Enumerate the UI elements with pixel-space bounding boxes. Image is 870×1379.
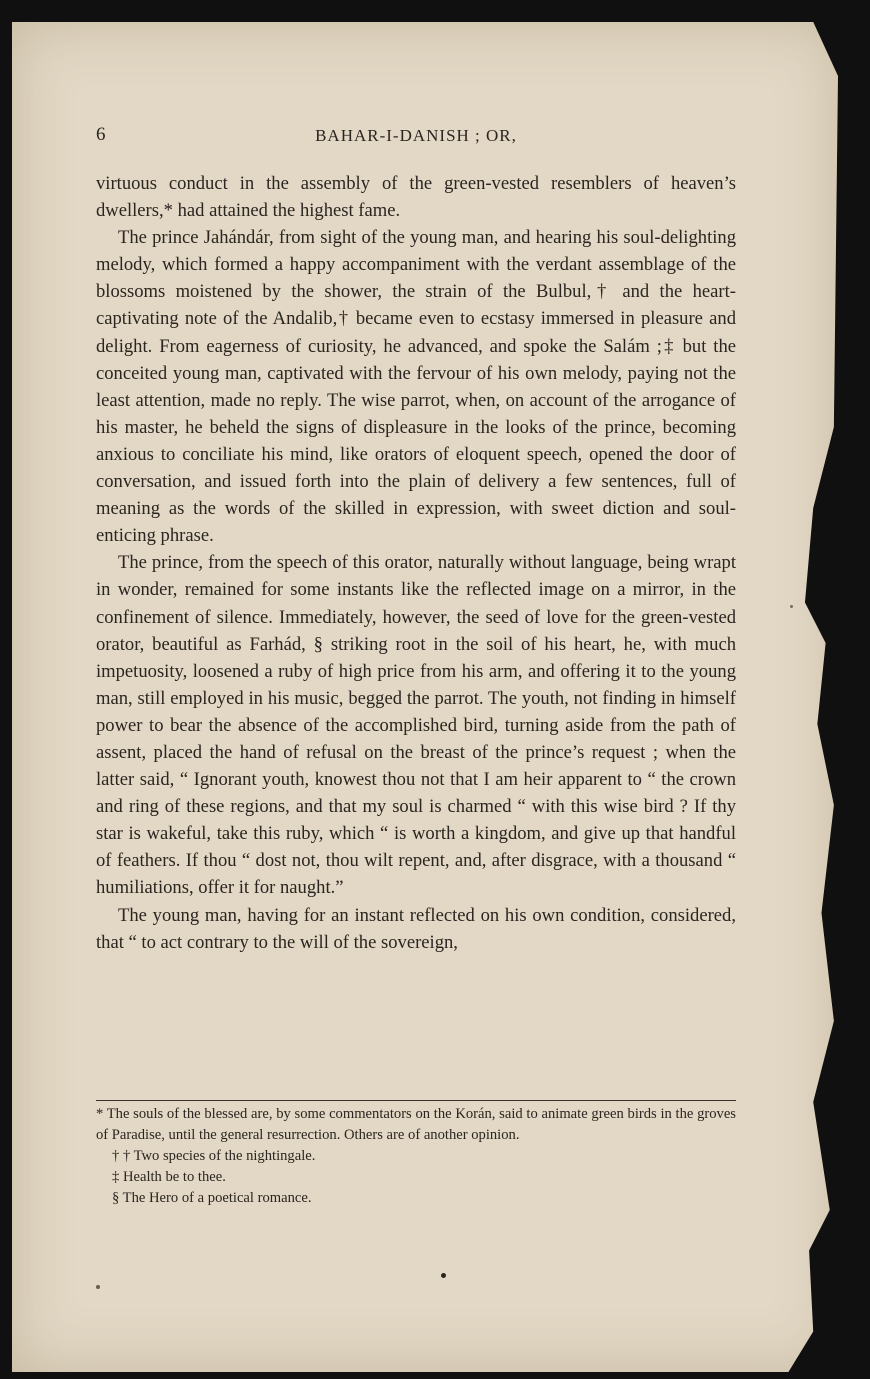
paragraph: virtuous conduct in the assembly of the green-vested resemblers of heaven’s dwellers,* had attained the highest fame. xyxy=(96,173,736,222)
footnote: † † Two species of the nightingale. xyxy=(112,1148,316,1164)
body-text xyxy=(96,170,736,956)
ink-speck xyxy=(790,605,793,608)
paragraph: The prince, from the speech of this orator, naturally without language, being wrapt in wonder, remained for some instants like the reflected image on a mirror, in the confinement of silence. Immediately, however, the seed of love for the green-vested orator, beautiful as Farhád, § striking root in the soil of his heart, he, with much impetuosity, loosened a ruby of high price from his arm, and offering it to the young man, still employed in his music, begged the parrot. The youth, not finding in himself power to bear the absence of the accomplished bird, turning aside from the path of assent, placed the hand of refusal on the breast of the prince’s request ; when the latter said, “ Ignorant youth, knowest thou not that I am heir apparent to “ the crown and ring of these regions, and that my soul is charmed “ with this wise bird ? If thy star is wakeful, take this ruby, which “ is worth a kingdom, and give up that handful of feathers. If thou “ dost not, thou wilt repent, and, after disgrace, with a thousand “ humiliations, offer it for naught.” xyxy=(96,552,736,899)
footnote-rule xyxy=(96,1100,736,1101)
running-title: BAHAR-I-DANISH ; OR, xyxy=(315,126,517,145)
page-header xyxy=(96,124,736,148)
ink-speck xyxy=(96,1285,100,1289)
footnote: * The souls of the blessed are, by some commentators on the Korán, said to animate green birds in the groves of Paradise, until the general resurrection. Others are of another opinion. xyxy=(96,1106,736,1143)
footnotes xyxy=(96,1104,736,1209)
paragraph: The young man, having for an instant reflected on his own condition, considered, that “ to act contrary to the will of the sovereign, xyxy=(96,904,736,953)
page-number: 6 xyxy=(96,124,107,145)
footnote: § The Hero of a poetical romance. xyxy=(112,1190,312,1206)
paragraph: The prince Jahándár, from sight of the young man, and hearing his soul-delighting melody, which formed a happy accompaniment with the verdant assemblage of the blossoms moistened by the shower, the strain of the Bulbul,† and the heart-captivating note of the Andalib,† became even to ecstasy immersed in pleasure and delight. From eagerness of curiosity, he advanced, and spoke the Salám ;‡ but the conceited young man, captivated with the fervour of his own melody, paying not the least attention, made no reply. The wise parrot, when, on account of the arrogance of his master, he beheld the signs of displeasure in the looks of the prince, becoming anxious to conciliate his mind, like orators of eloquent speech, opened the door of conversation, and issued forth into the plain of delivery a few sentences, full of meaning as the words of the skilled in expression, with sweet diction and soul-enticing phrase. xyxy=(96,227,736,547)
footnote: ‡ Health be to thee. xyxy=(112,1169,226,1185)
ink-speck xyxy=(441,1273,446,1278)
